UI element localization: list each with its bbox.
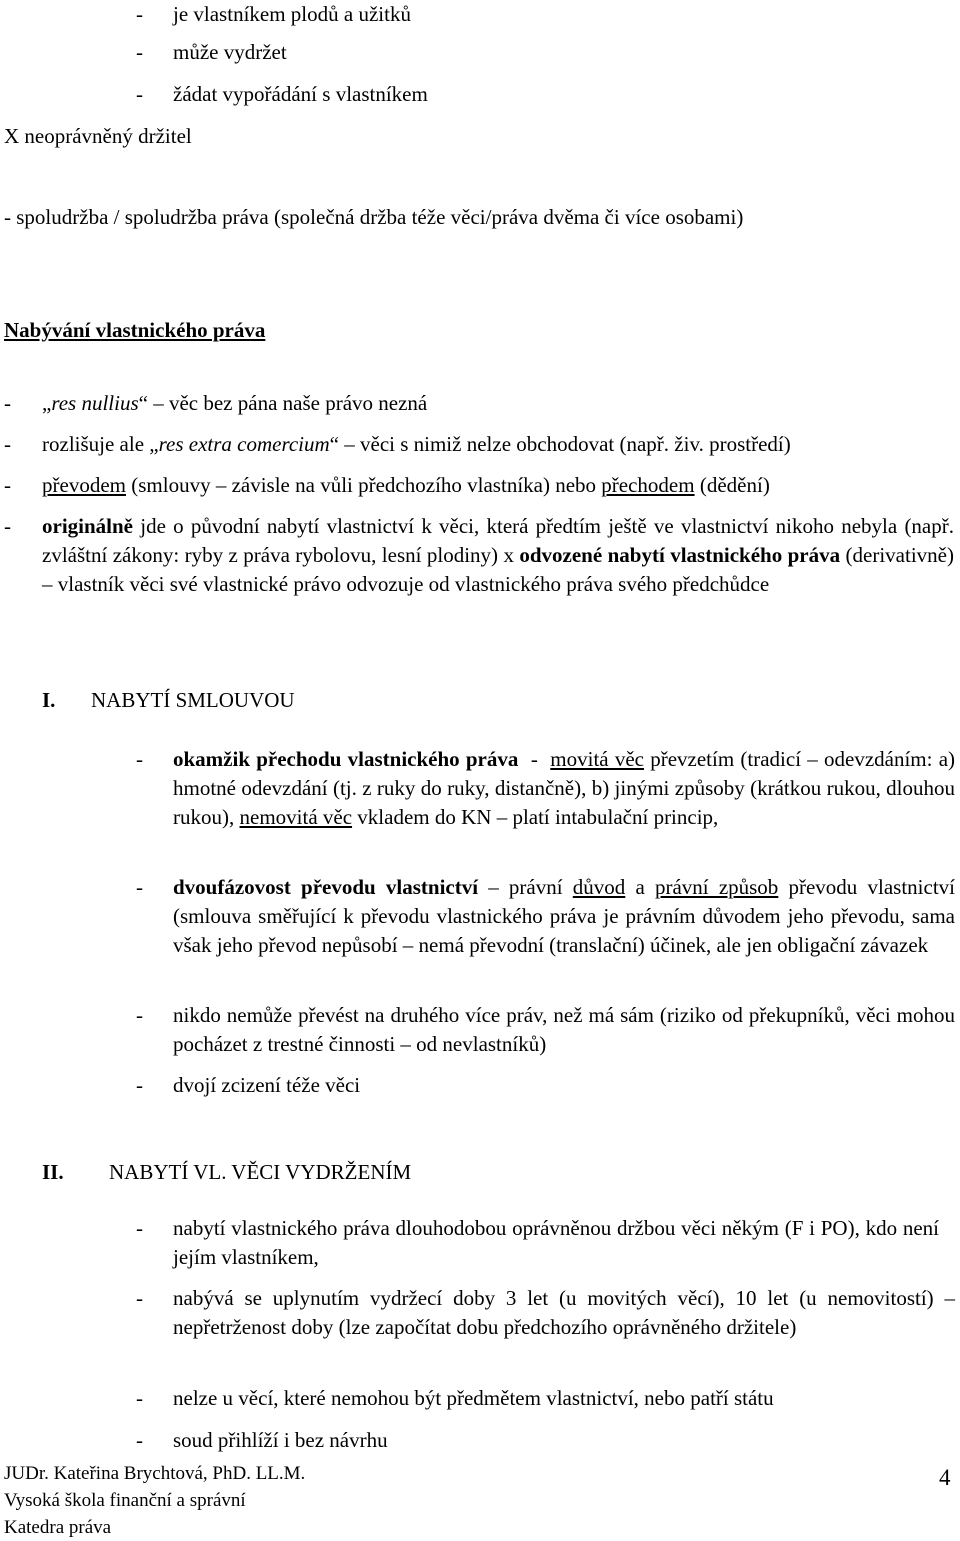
bold-term: originálně	[42, 514, 134, 538]
list-dash: -	[136, 747, 143, 771]
list-item-res-nullius	[42, 389, 427, 418]
list-item-text: a	[625, 875, 655, 899]
list-item-text: (dědění)	[694, 473, 770, 497]
footer-department: Katedra práva	[4, 1517, 112, 1538]
list-item-nikdo: nikdo nemůže převést na druhého více práv, než má sám (riziko od překupníků, věci mohou pocházet z trestné činnosti – od nevlastníků)	[173, 1003, 955, 1056]
list-item-soud: soud přihlíží i bez návrhu	[173, 1428, 388, 1452]
list-dash: -	[4, 473, 11, 497]
list-item: může vydržet	[173, 40, 287, 64]
list-dash: -	[136, 1428, 143, 1452]
underlined-term: nemovitá věc	[239, 805, 353, 829]
list-item-text: převzetím (tradicí – odevzdáním: a) hmotné odevzdání (tj. z ruky do ruky, distančně), b) jinými způsoby (krátkou rukou, dlouhou rukou),	[173, 747, 956, 829]
bold-term: dvoufázovost převodu vlastnictví	[173, 875, 479, 899]
list-dash: -	[136, 875, 143, 899]
list-item-text: -	[518, 747, 551, 771]
list-dash: -	[136, 1386, 143, 1410]
list-dash: -	[136, 1216, 143, 1240]
list-item-originalne	[42, 512, 954, 599]
list-item-res-extra	[42, 430, 791, 459]
bold-term: odvozené nabytí vlastnického práva	[519, 543, 841, 567]
list-item: žádat vypořádání s vlastníkem	[173, 82, 428, 106]
list-dash: -	[4, 432, 11, 456]
list-dash: -	[4, 391, 11, 415]
list-item-text: jde o původní nabytí vlastnictví k věci, která předtím ještě ve vlastnictví nikoho nebyla (např. zvláštní zákony: ryby z práva rybolovu, lesní plodiny) x	[42, 514, 954, 567]
list-dash: -	[4, 514, 11, 538]
underlined-term: důvod	[572, 875, 626, 899]
spoludrzba-line: - spoludržba / spoludržba práva (společná držba téže věci/práva dvěma či více osobami)	[4, 205, 744, 229]
list-item-dvoji-zcizeni: dvojí zcizení téže věci	[173, 1073, 361, 1097]
list-dash: -	[136, 40, 143, 64]
section-title: NABYTÍ SMLOUVOU	[91, 688, 295, 712]
list-item-text: převodu vlastnictví (smlouva směřující k převodu vlastnického práva je právním důvodem jeho převodu, sama však jeho převod nepůsobí – nemá převodní (translační) účinek, ale jen obligační závazek	[173, 875, 955, 957]
list-item-text: “ – věci s nimiž nelze obchodovat (např. živ. prostředí)	[329, 432, 791, 456]
page-number: 4	[939, 1465, 951, 1490]
list-item-text: (derivativně) – vlastník věci své vlastnické právo odvozuje od vlastnického práva svého předchůdce	[42, 543, 954, 596]
list-item-dvoufazovost	[173, 873, 955, 960]
latin-term: res extra comercium	[158, 432, 330, 456]
list-dash: -	[136, 1286, 143, 1310]
list-dash: -	[136, 2, 143, 26]
section-number: I.	[42, 688, 56, 712]
list-dash: -	[136, 1073, 143, 1097]
underlined-term: movitá věc	[550, 747, 644, 771]
list-item-okamzik	[173, 745, 955, 832]
footer-author: JUDr. Kateřina Brychtová, PhD. LL.M.	[4, 1463, 306, 1484]
list-item: je vlastníkem plodů a užitků	[173, 2, 411, 26]
list-item-text: (smlouvy – závisle na vůli předchozího vlastníka) nebo	[125, 473, 602, 497]
list-item-text: rozlišuje ale „	[42, 432, 159, 456]
bold-term: okamžik přechodu vlastnického práva	[173, 747, 519, 771]
section-title: NABYTÍ VL. VĚCI VYDRŽENÍM	[109, 1160, 412, 1184]
list-item-prevodem	[42, 471, 770, 500]
list-item-vydrzeci-doba: nabývá se uplynutím vydržecí doby 3 let (u movitých věcí), 10 let (u nemovitostí) – nepřetrženost doby (lze započítat dobu předchozího oprávněného držitele)	[173, 1286, 955, 1339]
list-dash: -	[136, 82, 143, 106]
section-number: II.	[42, 1160, 64, 1184]
x-line: X neoprávněný držitel	[4, 124, 192, 148]
quote-mark: „	[42, 391, 52, 415]
underlined-term: převodem	[42, 473, 126, 497]
list-item-nelze: nelze u věcí, které nemohou být předmětem vlastnictví, nebo patří státu	[173, 1386, 774, 1410]
list-item-text: “ – věc bez pána naše právo nezná	[138, 391, 428, 415]
list-dash: -	[136, 1003, 143, 1027]
underlined-term: právní způsob	[654, 875, 779, 899]
list-item-text: vkladem do KN – platí intabulační princip,	[352, 805, 719, 829]
list-item-nabyti: nabytí vlastnického práva dlouhodobou oprávněnou držbou věci někým (F i PO), kdo není jejím vlastníkem,	[173, 1216, 939, 1269]
list-item-text: – právní	[478, 875, 573, 899]
section-heading: Nabývání vlastnického práva	[4, 318, 266, 342]
latin-term: res nullius	[51, 391, 139, 415]
footer-school: Vysoká škola finanční a správní	[4, 1490, 246, 1511]
underlined-term: přechodem	[601, 473, 695, 497]
